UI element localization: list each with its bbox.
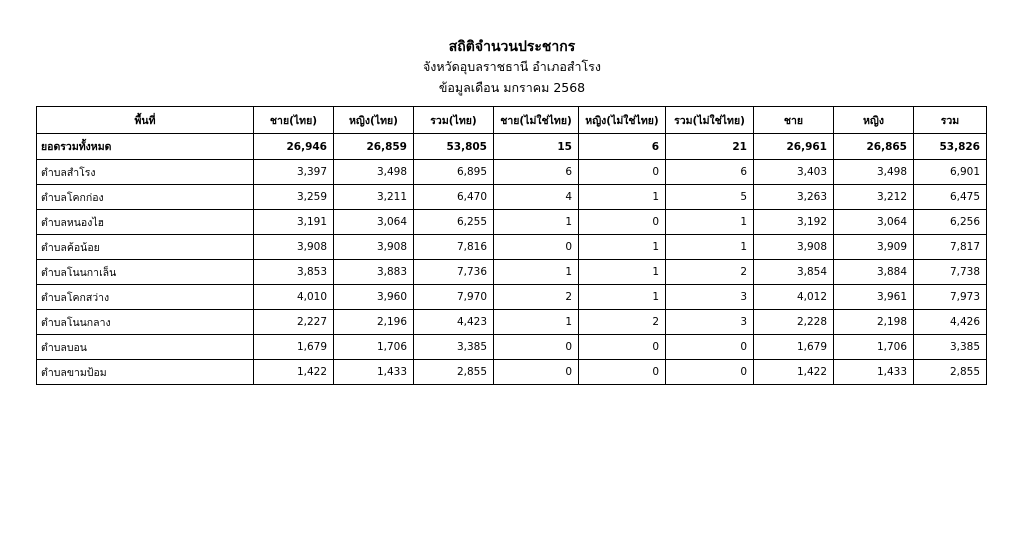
value-cell: 53,805 (414, 134, 494, 160)
value-cell: 0 (666, 360, 754, 385)
value-cell: 6,901 (914, 160, 987, 185)
area-name-cell: ตำบลโนนกลาง (37, 310, 254, 335)
column-header: พื้นที่ (37, 107, 254, 134)
report-period: ข้อมูลเดือน มกราคม 2568 (438, 80, 586, 95)
value-cell: 4,426 (914, 310, 987, 335)
value-cell: 26,865 (834, 134, 914, 160)
area-name-cell: ยอดรวมทั้งหมด (37, 134, 254, 160)
value-cell: 1 (579, 285, 666, 310)
value-cell: 0 (494, 360, 579, 385)
value-cell: 3,961 (834, 285, 914, 310)
value-cell: 3,385 (914, 335, 987, 360)
column-header: ชาย (754, 107, 834, 134)
value-cell: 21 (666, 134, 754, 160)
value-cell: 3,909 (834, 235, 914, 260)
value-cell: 3,211 (334, 185, 414, 210)
value-cell: 3,854 (754, 260, 834, 285)
value-cell: 3 (666, 285, 754, 310)
value-cell: 6,475 (914, 185, 987, 210)
value-cell: 3,212 (834, 185, 914, 210)
value-cell: 4,423 (414, 310, 494, 335)
value-cell: 1,679 (754, 335, 834, 360)
value-cell: 3,883 (334, 260, 414, 285)
value-cell: 3,064 (834, 210, 914, 235)
value-cell: 2,855 (914, 360, 987, 385)
area-name-cell: ตำบลโคกสว่าง (37, 285, 254, 310)
value-cell: 1,433 (334, 360, 414, 385)
value-cell: 3,498 (834, 160, 914, 185)
area-name-cell: ตำบลขามป้อม (37, 360, 254, 385)
value-cell: 2,228 (754, 310, 834, 335)
table-row (37, 310, 987, 335)
value-cell: 2 (494, 285, 579, 310)
table-row (37, 285, 987, 310)
value-cell: 0 (494, 335, 579, 360)
table-row (37, 235, 987, 260)
value-cell: 3,853 (254, 260, 334, 285)
value-cell: 3,385 (414, 335, 494, 360)
value-cell: 0 (579, 360, 666, 385)
value-cell: 1,706 (834, 335, 914, 360)
value-cell: 1,706 (334, 335, 414, 360)
value-cell: 3,397 (254, 160, 334, 185)
value-cell: 3,498 (334, 160, 414, 185)
value-cell: 3,191 (254, 210, 334, 235)
value-cell: 6,895 (414, 160, 494, 185)
area-name-cell: ตำบลโคกก่อง (37, 185, 254, 210)
value-cell: 2 (579, 310, 666, 335)
value-cell: 2,855 (414, 360, 494, 385)
value-cell: 26,946 (254, 134, 334, 160)
value-cell: 1 (579, 185, 666, 210)
value-cell: 1 (666, 210, 754, 235)
column-header: รวม(ไทย) (414, 107, 494, 134)
value-cell: 1 (579, 260, 666, 285)
value-cell: 6 (579, 134, 666, 160)
column-header: รวม (914, 107, 987, 134)
table-row (37, 160, 987, 185)
value-cell: 6 (666, 160, 754, 185)
value-cell: 26,859 (334, 134, 414, 160)
value-cell: 7,816 (414, 235, 494, 260)
area-name-cell: ตำบลสำโรง (37, 160, 254, 185)
value-cell: 1 (494, 260, 579, 285)
value-cell: 3,908 (254, 235, 334, 260)
population-table (36, 106, 987, 385)
value-cell: 0 (579, 335, 666, 360)
area-name-cell: ตำบลค้อน้อย (37, 235, 254, 260)
value-cell: 0 (579, 160, 666, 185)
value-cell: 1 (494, 310, 579, 335)
value-cell: 6,256 (914, 210, 987, 235)
value-cell: 3,884 (834, 260, 914, 285)
table-row (37, 260, 987, 285)
table-body (37, 134, 987, 385)
value-cell: 6 (494, 160, 579, 185)
column-header: รวม(ไม่ใช่ไทย) (666, 107, 754, 134)
area-name-cell: ตำบลหนองไฮ (37, 210, 254, 235)
value-cell: 6,255 (414, 210, 494, 235)
column-header: หญิง (834, 107, 914, 134)
column-header: ชาย(ไม่ใช่ไทย) (494, 107, 579, 134)
column-header: ชาย(ไทย) (254, 107, 334, 134)
value-cell: 0 (579, 210, 666, 235)
value-cell: 7,736 (414, 260, 494, 285)
value-cell: 1 (666, 235, 754, 260)
area-name-cell: ตำบลโนนกาเล็น (37, 260, 254, 285)
total-row (37, 134, 987, 160)
value-cell: 7,817 (914, 235, 987, 260)
value-cell: 4,010 (254, 285, 334, 310)
value-cell: 15 (494, 134, 579, 160)
value-cell: 3,192 (754, 210, 834, 235)
table-row (37, 210, 987, 235)
value-cell: 1,422 (754, 360, 834, 385)
value-cell: 2,196 (334, 310, 414, 335)
value-cell: 1,433 (834, 360, 914, 385)
value-cell: 2,198 (834, 310, 914, 335)
value-cell: 3 (666, 310, 754, 335)
value-cell: 53,826 (914, 134, 987, 160)
value-cell: 2 (666, 260, 754, 285)
report-subtitle: จังหวัดอุบลราชธานี อำเภอสำโรง (422, 59, 601, 74)
table-row (37, 360, 987, 385)
value-cell: 3,064 (334, 210, 414, 235)
value-cell: 7,970 (414, 285, 494, 310)
table-header-row (37, 107, 987, 134)
value-cell: 26,961 (754, 134, 834, 160)
report-header (0, 37, 1024, 98)
value-cell: 2,227 (254, 310, 334, 335)
value-cell: 3,908 (754, 235, 834, 260)
value-cell: 4,012 (754, 285, 834, 310)
value-cell: 1,422 (254, 360, 334, 385)
column-header: หญิง(ไทย) (334, 107, 414, 134)
value-cell: 3,960 (334, 285, 414, 310)
value-cell: 7,973 (914, 285, 987, 310)
value-cell: 5 (666, 185, 754, 210)
value-cell: 1 (494, 210, 579, 235)
value-cell: 3,403 (754, 160, 834, 185)
value-cell: 4 (494, 185, 579, 210)
value-cell: 3,259 (254, 185, 334, 210)
value-cell: 1,679 (254, 335, 334, 360)
table-row (37, 335, 987, 360)
value-cell: 0 (666, 335, 754, 360)
value-cell: 6,470 (414, 185, 494, 210)
table-row (37, 185, 987, 210)
value-cell: 3,908 (334, 235, 414, 260)
value-cell: 1 (579, 235, 666, 260)
value-cell: 0 (494, 235, 579, 260)
value-cell: 3,263 (754, 185, 834, 210)
area-name-cell: ตำบลบอน (37, 335, 254, 360)
value-cell: 7,738 (914, 260, 987, 285)
column-header: หญิง(ไม่ใช่ไทย) (579, 107, 666, 134)
report-title: สถิติจำนวนประชากร (448, 39, 576, 55)
